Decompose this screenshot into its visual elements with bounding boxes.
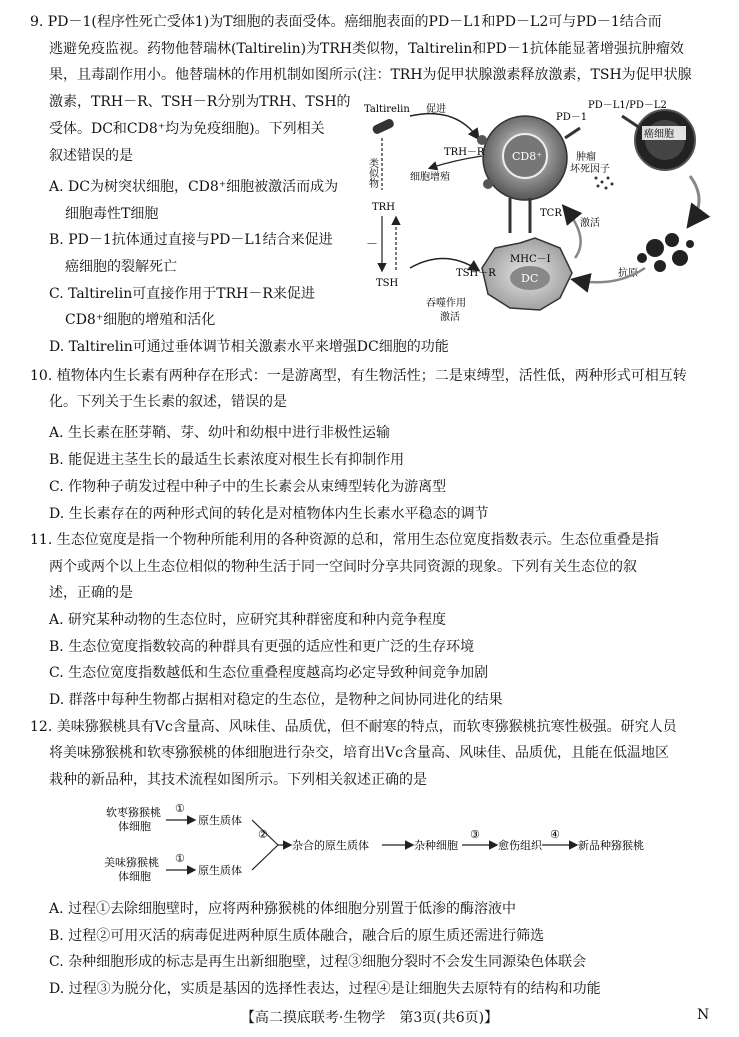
q10-option-a: A. 生长素在胚芽鞘、芽、幼叶和幼根中进行非极性运输 bbox=[49, 425, 391, 441]
q9-stem-line-1: 9. PD－1(程序性死亡受体1)为T细胞的表面受体。癌细胞表面的PD－L1和PD－L2可与PD－1结合而 bbox=[30, 14, 662, 30]
label-tumor-necrosis-line-1: 肿瘤 bbox=[576, 152, 596, 163]
q11-stem-line-3: 述，正确的是 bbox=[49, 585, 133, 601]
taltirelin-pill-icon bbox=[371, 118, 395, 135]
q11-stem-line-2: 两个或两个以上生态位相似的物种生活于同一空间时分享共同资源的现象。下列有关生态位的叙 bbox=[49, 559, 637, 575]
label-cd8: CD8⁺ bbox=[512, 150, 543, 163]
q12-stem-line-2: 将美味猕猴桃和软枣猕猴桃的体细胞进行杂交，培育出Vc含量高、风味佳、品质优，且能在低温地区 bbox=[49, 745, 669, 761]
label-protoplast-top: 原生质体 bbox=[198, 814, 242, 827]
q12-option-c: C. 杂种细胞形成的标志是再生出新细胞壁，过程③细胞分裂时不会发生同源染色体联会 bbox=[49, 954, 587, 970]
label-tcr: TCR bbox=[540, 208, 562, 219]
label-step1-bottom: ① bbox=[175, 852, 185, 865]
label-soft-kiwi-line-1: 软枣猕猴桃 bbox=[106, 806, 161, 819]
label-pd-l: PD－L1/PD－L2 bbox=[588, 100, 667, 111]
label-hybrid-cell: 杂种细胞 bbox=[414, 839, 458, 852]
q9-stem-line-5: 受体。DC和CD8⁺均为免疫细胞)。下列相关 bbox=[49, 121, 325, 137]
label-phagocytosis-line-2: 激活 bbox=[440, 312, 460, 323]
q10-option-b: B. 能促进主茎生长的最适生长素浓度对根生长有抑制作用 bbox=[49, 452, 405, 468]
q12-stem-line-3: 栽种的新品种，其技术流程如图所示。下列相关叙述正确的是 bbox=[49, 772, 427, 788]
q9-option-a-line-1: A. DC为树突状细胞，CD8⁺细胞被激活而成为 bbox=[49, 179, 339, 195]
q11-stem-line-1: 11. 生态位宽度是指一个物种所能利用的各种资源的总和，常用生态位宽度指数表示。生态位重叠是指 bbox=[30, 532, 659, 548]
q11-option-b: B. 生态位宽度指数较高的种群具有更强的适应性和更广泛的生存环境 bbox=[49, 639, 475, 655]
q11-option-d: D. 群落中每种生物都占据相对稳定的生态位，是物种之间协同进化的结果 bbox=[49, 692, 503, 708]
label-tumor-necrosis-line-2: 坏死因子 bbox=[570, 164, 610, 175]
label-pd1: PD－1 bbox=[556, 112, 588, 123]
label-mhc: MHC－I bbox=[510, 254, 551, 265]
q9-option-d: D. Taltirelin可通过垂体调节相关激素水平来增强DC细胞的功能 bbox=[49, 339, 449, 355]
q12-flow-figure bbox=[100, 800, 660, 890]
q11-option-a: A. 研究某种动物的生态位时，应研究其种群密度和种内竞争程度 bbox=[49, 612, 447, 628]
label-tasty-kiwi-line-2: 体细胞 bbox=[118, 870, 151, 883]
q12-option-b: B. 过程②可用灭活的病毒促进两种原生质体融合，融合后的原生质还需进行筛选 bbox=[49, 928, 545, 944]
q9-stem-line-4: 激素，TRH－R、TSH－R分别为TRH、TSH的 bbox=[49, 94, 351, 110]
label-tasty-kiwi-line-1: 美味猕猴桃 bbox=[104, 856, 159, 869]
label-phagocytosis-line-1: 吞噬作用 bbox=[426, 298, 466, 309]
label-trh: TRH bbox=[372, 202, 395, 213]
label-proliferation: 细胞增殖 bbox=[410, 172, 450, 183]
cytokine-dots bbox=[595, 177, 614, 190]
q9-stem-line-3: 果，且毒副作用小。他替瑞林的作用机制如图所示(注：TRH为促甲状腺激素释放激素，TSH为促甲状腺 bbox=[49, 67, 692, 83]
label-taltirelin: Taltirelin bbox=[364, 104, 410, 115]
label-tsh: TSH bbox=[376, 278, 399, 289]
label-antigen: 抗原 bbox=[618, 268, 638, 279]
q11-option-c: C. 生态位宽度指数越低和生态位重叠程度越高均必定导致种间竞争加剧 bbox=[49, 665, 489, 681]
label-cancer-cell: 癌细胞 bbox=[644, 129, 674, 140]
footer-version-letter: N bbox=[697, 1007, 710, 1023]
label-fused-protoplast: 杂合的原生质体 bbox=[292, 839, 369, 852]
label-step1-top: ① bbox=[175, 802, 185, 815]
label-protoplast-bottom: 原生质体 bbox=[198, 864, 242, 877]
q12-stem-line-1: 12. 美味猕猴桃具有Vc含量高、风味佳、品质优，但不耐寒的特点，而软枣猕猴桃抗寒性极强。研究人员 bbox=[30, 719, 677, 735]
q10-stem-line-1: 10. 植物体内生长素有两种存在形式：一是游离型，有生物活性；二是束缚型，活性低，两种形式可相互转 bbox=[30, 368, 687, 384]
label-activate: 激活 bbox=[580, 218, 600, 229]
q9-stem-line-6: 叙述错误的是 bbox=[49, 148, 133, 164]
q10-option-c: C. 作物种子萌发过程中种子中的生长素会从束缚型转化为游离型 bbox=[49, 479, 447, 495]
label-soft-kiwi-line-2: 体细胞 bbox=[118, 820, 151, 833]
page-footer: 【高二摸底联考·生物学 第3页(共6页)】 bbox=[240, 1010, 499, 1026]
q9-mechanism-figure bbox=[360, 98, 720, 334]
q10-option-d: D. 生长素存在的两种形式间的转化是对植物体内生长素水平稳态的调节 bbox=[49, 506, 489, 522]
q9-option-b-line-1: B. PD－1抗体通过直接与PD－L1结合来促进 bbox=[49, 232, 333, 248]
q9-stem-line-2: 逃避免疫监视。药物他替瑞林(Taltirelin)为TRH类似物，Taltirelin和PD－1抗体能显著增强抗肿瘤效 bbox=[49, 41, 684, 57]
q12-option-d: D. 过程③为脱分化，实质是基因的选择性表达，过程④是让细胞失去原特有的结构和功能 bbox=[49, 981, 601, 997]
q9-option-c-line-2: CD8⁺细胞的增殖和活化 bbox=[65, 312, 216, 328]
label-new-variety: 新品种猕猴桃 bbox=[578, 839, 644, 852]
negative-feedback-sign: － bbox=[366, 237, 379, 251]
label-step2: ② bbox=[258, 828, 268, 841]
q9-option-c-line-1: C. Taltirelin可直接作用于TRH－R来促进 bbox=[49, 286, 315, 302]
label-step4: ④ bbox=[550, 828, 560, 841]
label-callus: 愈伤组织 bbox=[498, 839, 542, 852]
lysed-cancer-fragments bbox=[637, 233, 694, 272]
q9-option-a-line-2: 细胞毒性T细胞 bbox=[65, 206, 159, 222]
label-step3: ③ bbox=[470, 828, 480, 841]
q12-option-a: A. 过程①去除细胞壁时，应将两种猕猴桃的体细胞分别置于低渗的酶溶液中 bbox=[49, 901, 517, 917]
label-tsh-r: TSH－R bbox=[456, 268, 496, 279]
label-trh-r: TRH－R bbox=[444, 147, 485, 158]
label-analog: 类似物 bbox=[366, 158, 378, 188]
label-dc: DC bbox=[521, 272, 539, 285]
q9-option-b-line-2: 癌细胞的裂解死亡 bbox=[65, 259, 177, 275]
label-promote: 促进 bbox=[426, 104, 446, 115]
q10-stem-line-2: 化。下列关于生长素的叙述，错误的是 bbox=[49, 394, 287, 410]
